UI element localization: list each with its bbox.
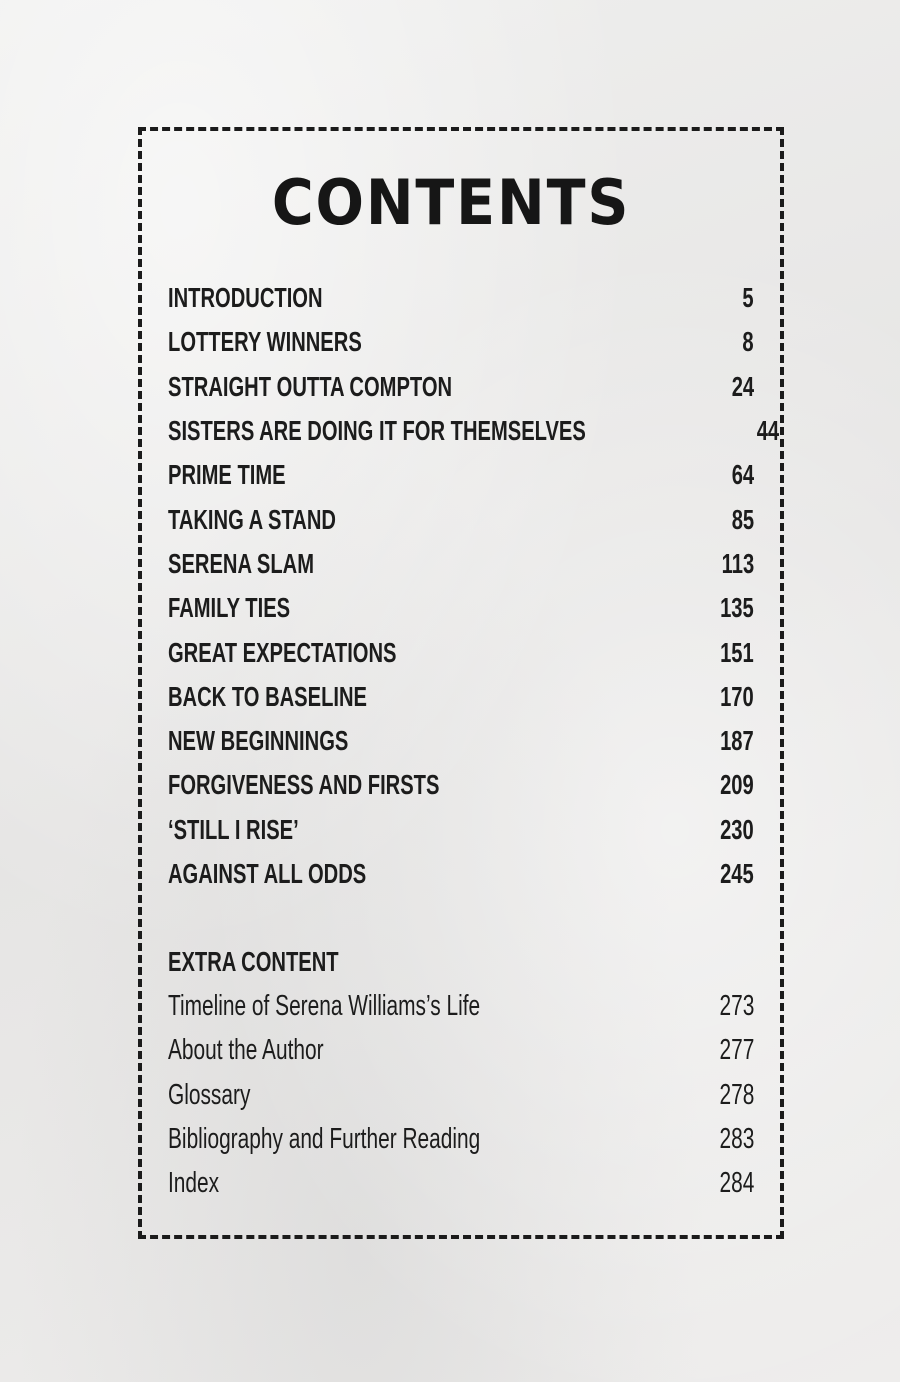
page-number: 273	[719, 989, 754, 1022]
chapter-title: AGAINST ALL ODDS	[168, 858, 367, 889]
chapter-list	[168, 276, 780, 896]
toc-row	[168, 586, 754, 630]
extra-content-list	[168, 940, 754, 1206]
toc-row	[168, 852, 754, 896]
extra-item-title: Timeline of Serena Williams’s Life	[168, 989, 481, 1022]
toc-row	[168, 320, 754, 364]
page-number: 230	[720, 813, 754, 845]
chapter-title: TAKING A STAND	[168, 503, 336, 535]
chapter-title: PRIME TIME	[168, 459, 286, 491]
chapter-title: ‘STILL I RISE’	[168, 813, 299, 845]
page-title: CONTENTS	[271, 166, 631, 239]
extra-item-title: About the Author	[168, 1034, 324, 1067]
page-number: 170	[720, 680, 754, 712]
extra-item-title: Glossary	[168, 1078, 251, 1111]
page-number: 85	[731, 503, 754, 535]
toc-row	[168, 409, 780, 453]
page-number: 64	[731, 459, 754, 491]
toc-row	[168, 276, 754, 320]
extra-item-title: Index	[168, 1167, 220, 1200]
chapter-title: FORGIVENESS AND FIRSTS	[168, 769, 440, 801]
chapter-title: GREAT EXPECTATIONS	[168, 636, 397, 668]
extra-item-title: Bibliography and Further Reading	[168, 1122, 481, 1155]
page-number: 283	[719, 1122, 754, 1155]
chapter-title: INTRODUCTION	[168, 282, 323, 314]
page-number: 24	[731, 370, 754, 402]
toc-row	[168, 984, 754, 1028]
toc-row	[168, 365, 754, 409]
toc-row	[168, 1029, 754, 1073]
page-number: 44	[757, 415, 780, 447]
page-number: 5	[742, 282, 754, 314]
page-number: 135	[720, 592, 754, 624]
page-number: 284	[719, 1167, 754, 1200]
chapter-title: BACK TO BASELINE	[168, 680, 368, 712]
extra-content-heading: EXTRA CONTENT	[168, 946, 339, 978]
chapter-title: SISTERS ARE DOING IT FOR THEMSELVES	[168, 415, 586, 447]
toc-row	[168, 719, 754, 763]
toc-row	[168, 542, 754, 586]
chapter-title: STRAIGHT OUTTA COMPTON	[168, 370, 453, 402]
chapter-title: FAMILY TIES	[168, 592, 291, 624]
toc-row	[168, 497, 754, 541]
toc-row	[168, 763, 754, 807]
toc-row	[168, 1161, 754, 1205]
page-number: 278	[719, 1078, 754, 1111]
toc-row	[168, 1117, 754, 1161]
chapter-title: LOTTERY WINNERS	[168, 326, 362, 358]
page-number: 187	[720, 725, 754, 757]
page-number: 277	[719, 1034, 754, 1067]
toc-row	[168, 453, 754, 497]
chapter-title: NEW BEGINNINGS	[168, 725, 349, 757]
page-number: 113	[721, 547, 754, 579]
page-number: 245	[720, 858, 754, 889]
extra-content-heading-row	[168, 940, 754, 984]
chapter-title: SERENA SLAM	[168, 547, 314, 579]
toc-row	[168, 630, 754, 674]
page-number: 8	[742, 326, 754, 358]
page-number: 151	[720, 636, 754, 668]
page-number: 209	[720, 769, 754, 801]
toc-row	[168, 808, 754, 852]
toc-row	[168, 675, 754, 719]
toc-row	[168, 1073, 754, 1117]
